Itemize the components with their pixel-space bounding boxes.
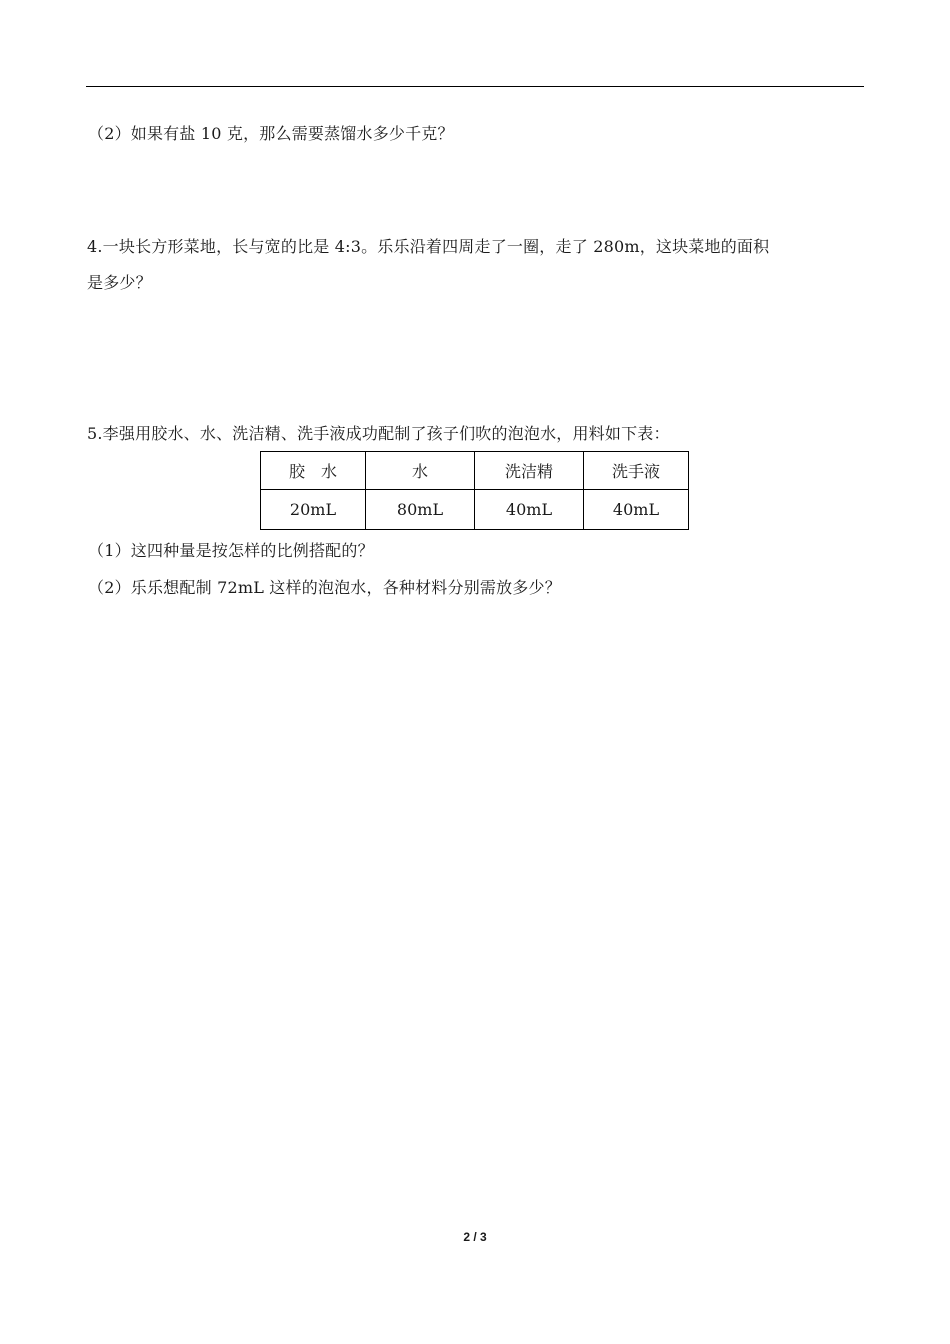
table-header-cell-glue: 胶 水 [261, 452, 366, 490]
page-number: 2 / 3 [463, 1230, 487, 1244]
table-header-row [261, 452, 689, 490]
question-4-line-2: 是多少？ [87, 273, 152, 292]
question-3-part-2: （2）如果有盐 10 克，那么需要蒸馏水多少千克？ [88, 124, 454, 143]
question-5-part-2: （2）乐乐想配制 72mL 这样的泡泡水，各种材料分别需放多少？ [88, 578, 561, 597]
table-cell-glue-amount: 20mL [261, 490, 366, 530]
question-5-part-1: （1）这四种量是按怎样的比例搭配的？ [88, 541, 374, 560]
table-row [261, 490, 689, 530]
table-header-cell-detergent: 洗洁精 [475, 452, 584, 490]
table-header-cell-hand-soap: 洗手液 [584, 452, 689, 490]
table-cell-water-amount: 80mL [366, 490, 475, 530]
table-header-cell-water: 水 [366, 452, 475, 490]
materials-table [260, 451, 689, 530]
header-rule [86, 86, 864, 87]
question-4-line-1: 4.一块长方形菜地，长与宽的比是 4:3。乐乐沿着四周走了一圈，走了 280m，这块菜地的面积 [87, 237, 770, 256]
question-5-intro: 5.李强用胶水、水、洗洁精、洗手液成功配制了孩子们吹的泡泡水，用料如下表： [87, 424, 670, 443]
table-cell-detergent-amount: 40mL [475, 490, 584, 530]
table-cell-hand-soap-amount: 40mL [584, 490, 689, 530]
